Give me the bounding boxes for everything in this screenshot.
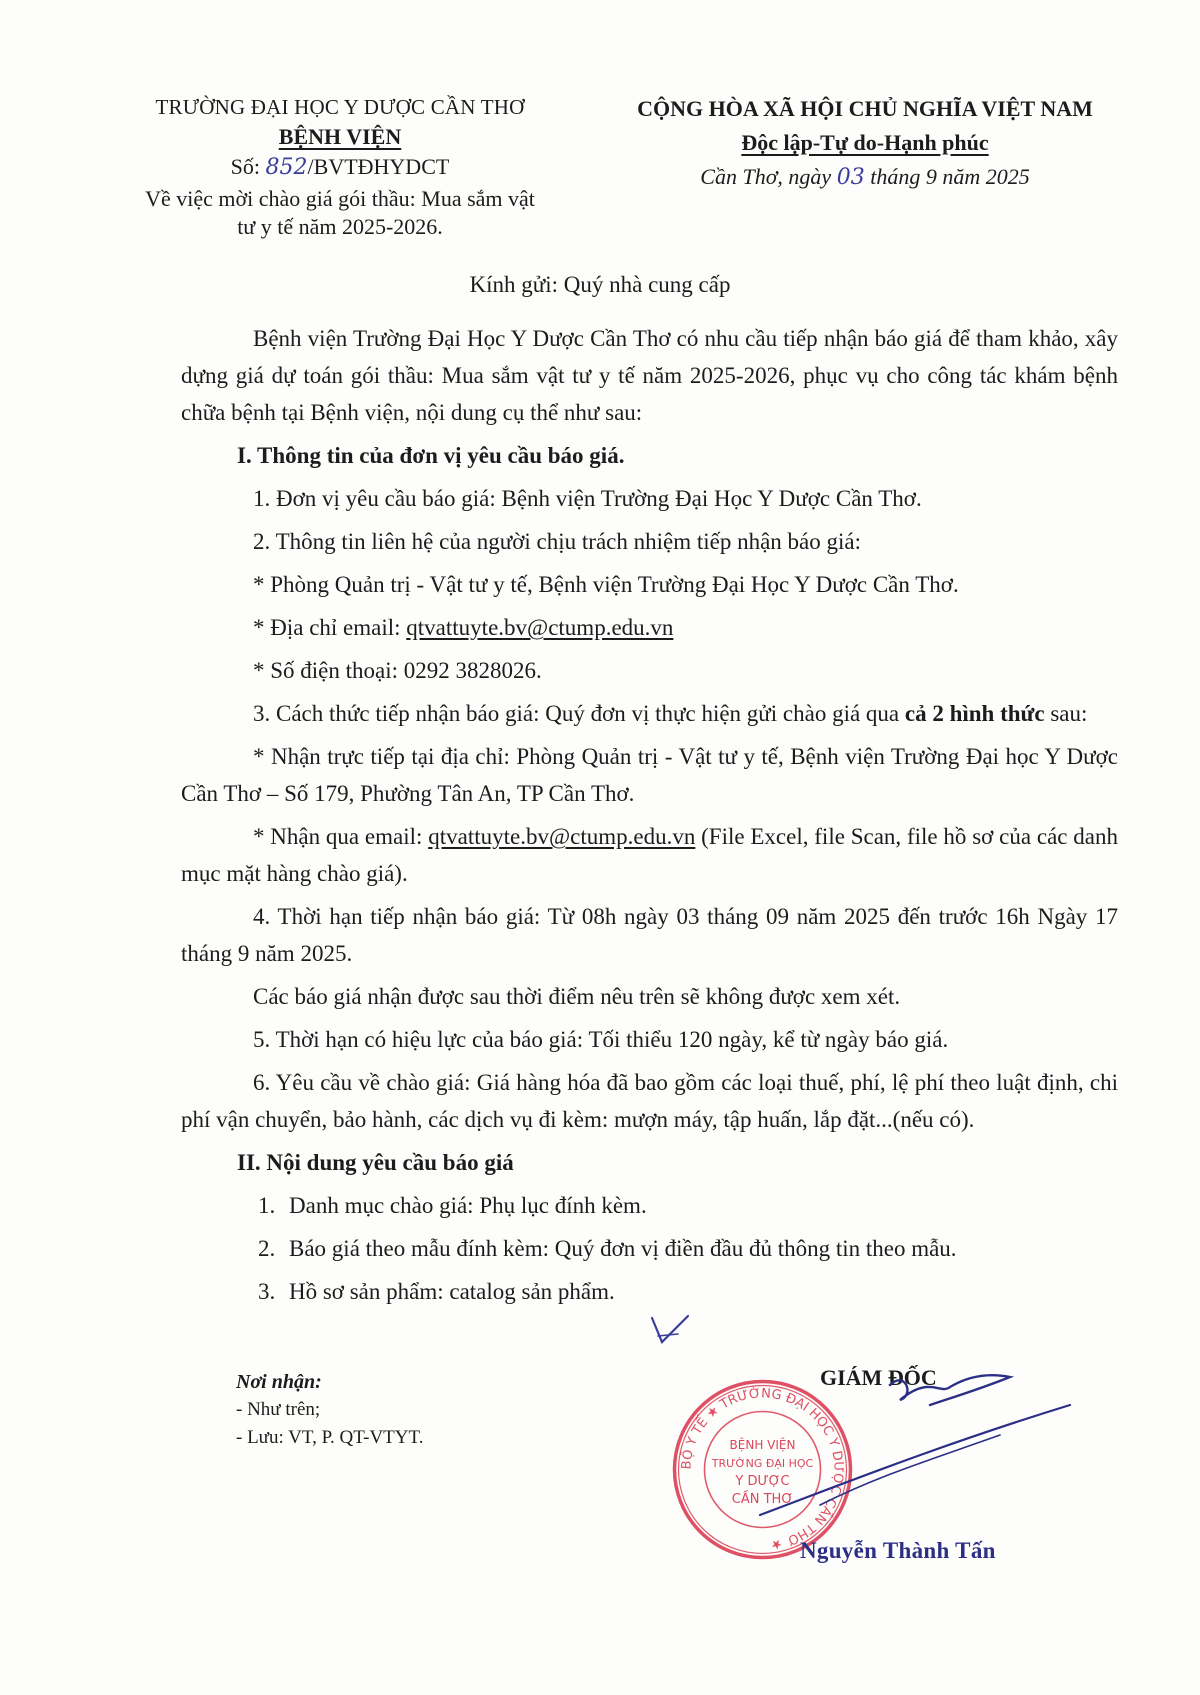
section-2-title: II. Nội dung yêu cầu báo giá [237,1150,514,1175]
national-motto: Độc lập-Tự do-Hạnh phúc [741,130,989,155]
seal-line: BỆNH VIỆN [729,1438,796,1452]
seal-line: CẦN THƠ [731,1492,794,1507]
section-1-item-1: 1. Đơn vị yêu cầu báo giá: Bệnh viện Trường Đại Học Y Dược Cần Thơ. [253,486,922,511]
item-3-tail: sau: [1044,701,1088,726]
seal-ring-text: BỘ Y TẾ ★ TRƯỜNG ĐẠI HỌC Y DƯỢC CẦN THƠ ★ [679,1386,846,1553]
signer-title: GIÁM ĐỐC [820,1365,937,1390]
section-1-item-4: 4. Thời hạn tiếp nhận báo giá: Từ 08h ngày 03 tháng 09 năm 2025 đến trước 16h Ngày 17 tháng 9 năm 2025. [181,904,1118,966]
organization-name: BỆNH VIỆN [278,124,402,149]
section-2-list [181,1187,1118,1310]
item-3-bold: cả 2 hình thức [904,701,1045,726]
section-1-item-6: 6. Yêu cầu về chào giá: Giá hàng hóa đã bao gồm các loại thuế, phí, lệ phí theo luật định, chi phí vận chuyển, bảo hành, các dịch vụ đi kèm: mượn máy, tập huấn, lắp đặt...(nếu có). [181,1070,1118,1132]
header-organization [120,92,560,241]
email-link[interactable]: qtvattuyte.bv@ctump.edu.vn [406,615,674,640]
document-date [600,160,1130,195]
seal-line: TRƯỜNG ĐẠI HỌC [711,1457,814,1470]
contact-email [181,609,1118,646]
doc-number-handwritten: 852 [265,155,308,180]
intro-paragraph: Bệnh viện Trường Đại Học Y Dược Cần Thơ có nhu cầu tiếp nhận báo giá để tham khảo, xây dựng giá dự toán gói thầu: Mua sắm vật tư y tế năm 2025-2026, phục vụ cho công tác khám bệnh chữa bệnh tại Bệnh viện, nội dung cụ thể như sau: [181,326,1118,425]
recipients-title: Nơi nhận: [236,1371,322,1393]
section-1-item-3 [181,695,1118,732]
doc-number-prefix: Số: [230,154,266,179]
late-note: Các báo giá nhận được sau thời điểm nêu trên sẽ không được xem xét. [253,984,901,1009]
recipient-line: - Lưu: VT, P. QT-VTYT. [236,1427,424,1448]
contact-phone: * Số điện thoại: 0292 3828026. [253,658,542,683]
receive-email-link[interactable]: qtvattuyte.bv@ctump.edu.vn [428,824,696,849]
date-suffix: tháng 9 năm 2025 [864,164,1030,189]
item-3-text: 3. Cách thức tiếp nhận báo giá: Quý đơn vị thực hiện gửi chào giá qua [253,701,905,726]
signer-name: Nguyễn Thành Tấn [800,1538,996,1563]
document-body [181,320,1118,1316]
recipient-line: - Như trên; [236,1399,321,1420]
section-1-title: I. Thông tin của đơn vị yêu cầu báo giá. [237,443,625,468]
date-prefix: Cần Thơ, ngày [700,164,837,189]
receive-email-note: (File Excel, file Scan, file hồ sơ của các danh mục mặt hàng chào giá). [181,824,1118,886]
receive-direct: * Nhận trực tiếp tại địa chỉ: Phòng Quản trị - Vật tư y tế, Bệnh viện Trường Đại học Y Dược Cần Thơ – Số 179, Phường Tân An, TP Cần Thơ. [181,744,1118,806]
recipients-block [236,1368,423,1452]
document-number [120,152,560,183]
subject-line-1: Về việc mời chào giá gói thầu: Mua sắm vật [145,186,535,211]
receive-email [181,818,1118,892]
section-1-item-5: 5. Thời hạn có hiệu lực của báo giá: Tối thiểu 120 ngày, kể từ ngày báo giá. [253,1027,949,1052]
doc-number-suffix: /BVTĐHYDCT [307,154,450,179]
salutation: Kính gửi: Quý nhà cung cấp [469,272,731,297]
receive-email-label: * Nhận qua email: [253,824,429,849]
national-title: CỘNG HÒA XÃ HỘI CHỦ NGHĨA VIỆT NAM [637,96,1093,121]
document-subject [120,185,560,241]
section-1-item-2: 2. Thông tin liên hệ của người chịu trách nhiệm tiếp nhận báo giá: [253,529,861,554]
header-national [600,92,1130,195]
parent-organization: TRƯỜNG ĐẠI HỌC Y DƯỢC CẦN THƠ [155,95,525,119]
list-item: 3. Hồ sơ sản phẩm: catalog sản phẩm. [281,1273,1118,1310]
list-item: 2. Báo giá theo mẫu đính kèm: Quý đơn vị điền đầu đủ thông tin theo mẫu. [281,1230,1118,1267]
email-label: * Địa chỉ email: [253,615,407,640]
checkmark-icon [648,1312,692,1348]
signature-icon [700,1365,1100,1565]
contact-department: * Phòng Quản trị - Vật tư y tế, Bệnh viện Trường Đại Học Y Dược Cần Thơ. [253,572,959,597]
subject-line-2: tư y tế năm 2025-2026. [237,214,443,239]
seal-line: Y DƯỢC [735,1474,790,1489]
list-item: 1. Danh mục chào giá: Phụ lục đính kèm. [281,1187,1118,1224]
date-day-handwritten: 03 [836,165,865,190]
